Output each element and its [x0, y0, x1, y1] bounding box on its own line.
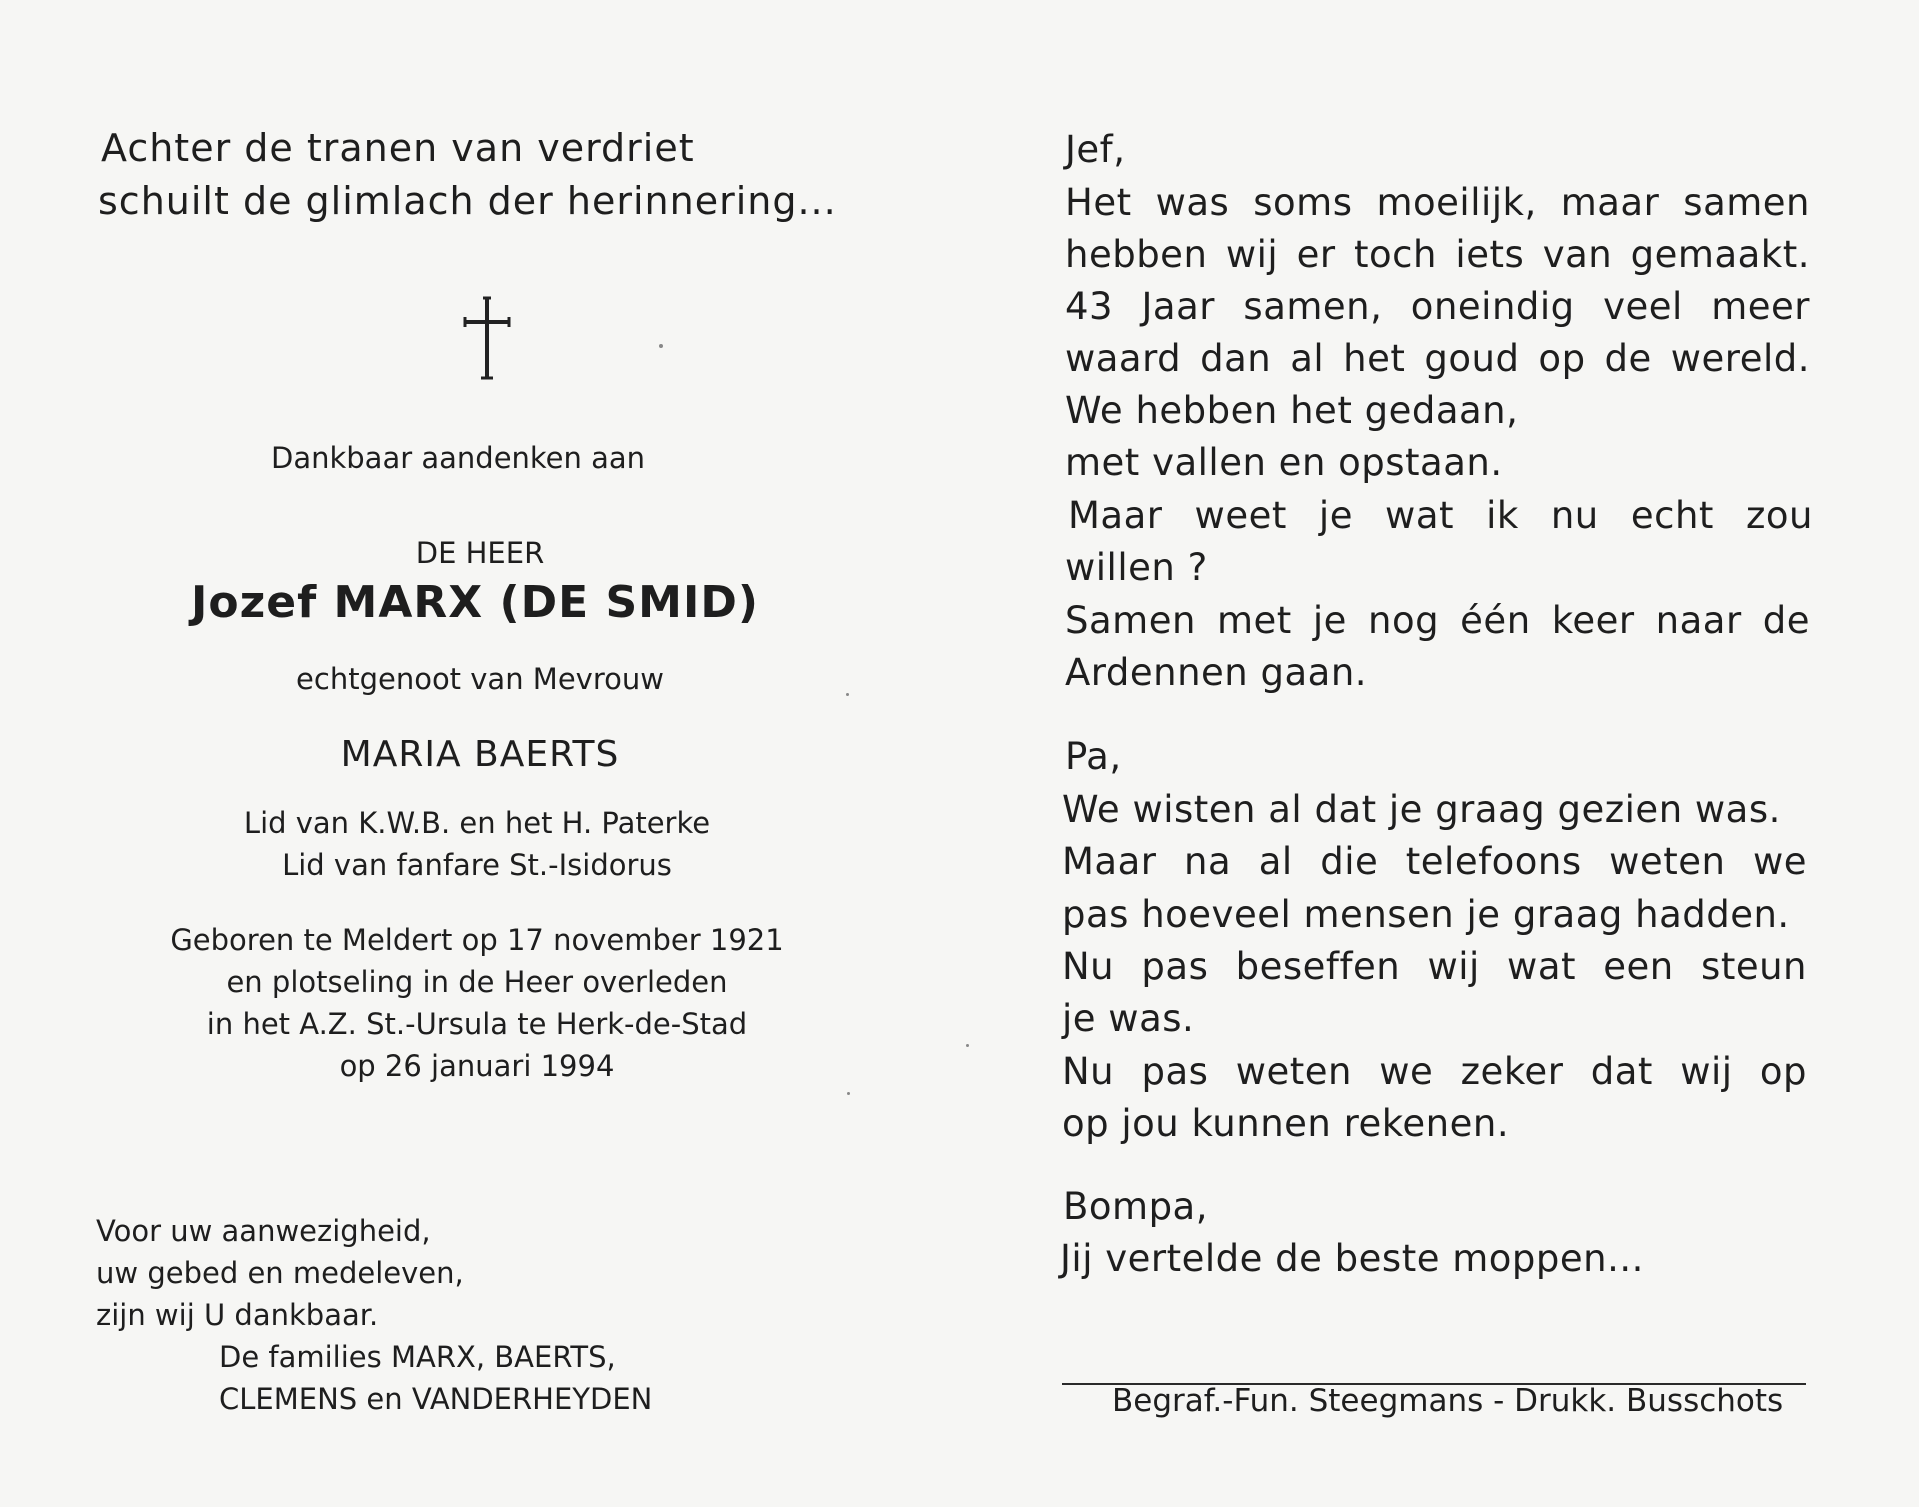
message-line: Het was soms moeilijk, maar samen [1065, 181, 1810, 224]
message-line: je was. [1062, 997, 1195, 1040]
salutation-bompa: Bompa, [1063, 1185, 1208, 1228]
message-line: We hebben het gedaan, [1065, 389, 1519, 432]
message-line: 43 Jaar samen, oneindig veel meer [1065, 285, 1810, 328]
poem-line: schuilt de glimlach der herinnering... [98, 179, 837, 223]
spouse-name: MARIA BAERTS [340, 734, 620, 775]
membership-line: Lid van fanfare St.-Isidorus [282, 848, 672, 882]
message-line: met vallen en opstaan. [1065, 441, 1503, 484]
speck [847, 1092, 850, 1095]
right-panel [960, 0, 1919, 1507]
message-line: willen ? [1065, 546, 1208, 589]
life-line: Geboren te Meldert op 17 november 1921 [170, 923, 784, 957]
message-line: Maar weet je wat ik nu echt zou [1068, 494, 1813, 537]
message-line: Ardennen gaan. [1065, 651, 1368, 694]
printer-credit: Begraf.-Fun. Steegmans - Drukk. Busschots [1112, 1383, 1784, 1419]
families-line: CLEMENS en VANDERHEYDEN [219, 1382, 653, 1416]
deceased-name: Jozef MARX (DE SMID) [191, 577, 759, 628]
membership-line: Lid van K.W.B. en het H. Paterke [243, 806, 711, 840]
message-line: We wisten al dat je graag gezien was. [1062, 788, 1781, 831]
speck [966, 1044, 969, 1047]
honorific: DE HEER [415, 536, 545, 570]
message-line: pas hoeveel mensen je graag hadden. [1062, 893, 1790, 936]
families-line: De families MARX, BAERTS, [219, 1340, 616, 1374]
message-line: Samen met je nog één keer naar de [1065, 599, 1810, 642]
message-line: waard dan al het goud op de wereld. [1065, 337, 1810, 380]
life-line: op 26 januari 1994 [339, 1049, 615, 1083]
poem-line: Achter de tranen van verdriet [101, 126, 695, 170]
cross-icon [463, 296, 511, 380]
dedication: Dankbaar aandenken aan [271, 441, 646, 475]
thanks-line: uw gebed en medeleven, [96, 1256, 464, 1290]
life-line: en plotseling in de Heer overleden [226, 965, 728, 999]
message-line: hebben wij er toch iets van gemaakt. [1065, 233, 1810, 276]
message-line: Jij vertelde de beste moppen... [1060, 1237, 1644, 1280]
speck [846, 693, 849, 696]
message-line: Maar na al die telefoons weten we [1062, 840, 1807, 883]
salutation-jef: Jef, [1065, 128, 1126, 171]
salutation-pa: Pa, [1065, 735, 1122, 778]
spouse-intro: echtgenoot van Mevrouw [296, 662, 664, 696]
life-line: in het A.Z. St.-Ursula te Herk-de-Stad [206, 1007, 748, 1041]
thanks-line: zijn wij U dankbaar. [96, 1298, 379, 1332]
thanks-line: Voor uw aanwezigheid, [96, 1214, 431, 1248]
message-line: Nu pas beseffen wij wat een steun [1062, 945, 1807, 988]
message-line: Nu pas weten we zeker dat wij op [1062, 1050, 1807, 1093]
speck [659, 344, 663, 348]
message-line: op jou kunnen rekenen. [1062, 1102, 1510, 1145]
